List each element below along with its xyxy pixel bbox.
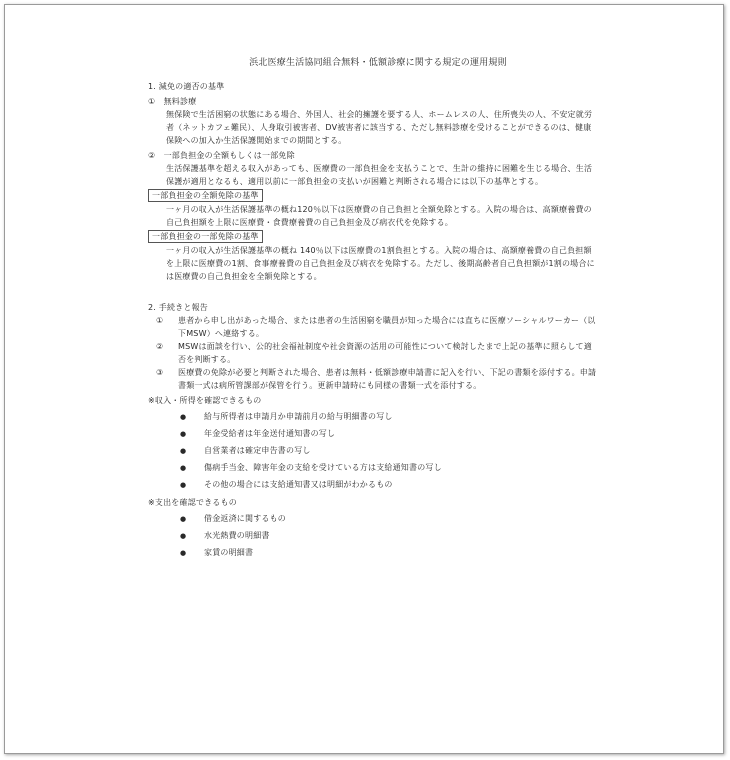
- list-item-text: 水光熱費の明細書: [204, 531, 270, 540]
- step-text: 医療費の免除が必要と判断された場合、患者は無料・低額診療申請書に記入を行い、下記の書類を添付する。申請書類一式は病所管課部が保管を行う。更新申請時にも同様の書類一式を添付する。: [178, 368, 597, 390]
- item2-text: 生活保護基準を超える収入があっても、医療費の一部負担金を支払うことで、生計の維持に困難を生じる場合、生活保護が適用となるも、適用以前に一部負担金の支払いが困難と判断される場合には以下の基準とする。: [166, 164, 593, 186]
- step-text: 患者から申し出があった場合、または患者の生活困窮を職員が知った場合には直ちに医療ソーシャルワーカー（以下MSW）へ連絡する。: [178, 316, 596, 338]
- bullet-icon: ●: [180, 532, 187, 540]
- list-item: [180, 530, 598, 542]
- step-number: ③: [156, 368, 164, 377]
- step-number: ②: [156, 342, 164, 351]
- bullet-icon: ●: [180, 481, 187, 489]
- section1-heading: 1. 減免の適否の基準: [148, 82, 225, 91]
- bullet-icon: ●: [180, 447, 187, 455]
- step-item: [148, 340, 598, 366]
- step-number: ①: [156, 316, 164, 325]
- list-item: [180, 513, 598, 525]
- list-item-text: 傷病手当金、障害年金の支給を受けている方は支給通知書の写し: [204, 463, 442, 472]
- item1-heading: [148, 95, 598, 108]
- list-item: [180, 479, 598, 491]
- page-frame: [4, 4, 724, 754]
- expense-heading: ※支出を確認できるもの: [148, 498, 237, 507]
- step-text: MSWは面談を行い、公的社会福祉制度や社会資源の活用の可能性について検討したまで上記の基準に照らして適否を判断する。: [178, 342, 592, 364]
- list-item-text: 借金返済に関するもの: [204, 514, 286, 523]
- list-item-text: その他の場合には支給通知書又は明細がわかるもの: [204, 480, 393, 489]
- bullet-icon: ●: [180, 430, 187, 438]
- list-item-text: 給与所得者は申請月か申請前月の給与明細書の写し: [204, 412, 393, 421]
- full-exemption-label: 一部負担金の全額免除の基準: [148, 189, 263, 202]
- list-item: [180, 462, 598, 474]
- full-exemption-text: 一ヶ月の収入が生活保護基準の概ね120％以下は医療費の自己負担と全額免除とする。入院の場合は、高額療養費の自己負担額を上限に医療費・食費療養費の自己負担金及び病衣代を免除する。: [166, 205, 592, 227]
- item2-number: ②: [148, 151, 156, 160]
- item1-label: 無料診療: [163, 97, 197, 106]
- document-title: 浜北医療生活協同組合無料・低額診療に関する規定の運用規則: [249, 58, 507, 68]
- procedure-steps: [148, 314, 598, 392]
- income-heading: ※収入・所得を確認できるもの: [148, 396, 262, 405]
- bullet-icon: ●: [180, 515, 187, 523]
- item1-number: ①: [148, 97, 156, 106]
- document-body: [148, 57, 598, 564]
- bullet-icon: ●: [180, 464, 187, 472]
- bullet-icon: ●: [180, 549, 187, 557]
- item2-label: 一部負担金の全額もしくは一部免除: [163, 151, 295, 160]
- list-item: [180, 547, 598, 559]
- section2-heading: 2. 手続きと報告: [148, 303, 208, 312]
- item2-heading: [148, 149, 598, 162]
- list-item: [180, 411, 598, 423]
- step-item: [148, 314, 598, 340]
- partial-exemption-text: 一ヶ月の収入が生活保護基準の概ね 140％以下は医療費の1割負担とする。入院の場合は、高額療養費の自己負担額を上限に医療費の1割、食事療養費の自己負担金及び病衣を免除する。ただし、後期高齢者自己負担額が1割の場合には医療費の自己負担金を全額免除とする。: [166, 246, 595, 281]
- income-list: [148, 411, 598, 491]
- expense-list: [148, 513, 598, 559]
- list-item: [180, 428, 598, 440]
- partial-exemption-label: 一部負担金の一部免除の基準: [148, 230, 263, 243]
- item1-text: 無保険で生活困窮の状態にある場合、外国人、社会的擁護を要する人、ホームレスの人、住所喪失の人、不安定就労者（ネットカフェ難民）、人身取引被害者、DV被害者に該当する、ただし無料診療を受けることができるのは、健康保険への加入か生活保護開始までの期間とする。: [166, 110, 593, 145]
- list-item-text: 家賃の明細書: [204, 548, 254, 557]
- bullet-icon: ●: [180, 413, 187, 421]
- step-item: [148, 366, 598, 392]
- list-item-text: 年金受給者は年金送付通知書の写し: [204, 429, 336, 438]
- list-item-text: 自営業者は確定申告書の写し: [204, 446, 311, 455]
- list-item: [180, 445, 598, 457]
